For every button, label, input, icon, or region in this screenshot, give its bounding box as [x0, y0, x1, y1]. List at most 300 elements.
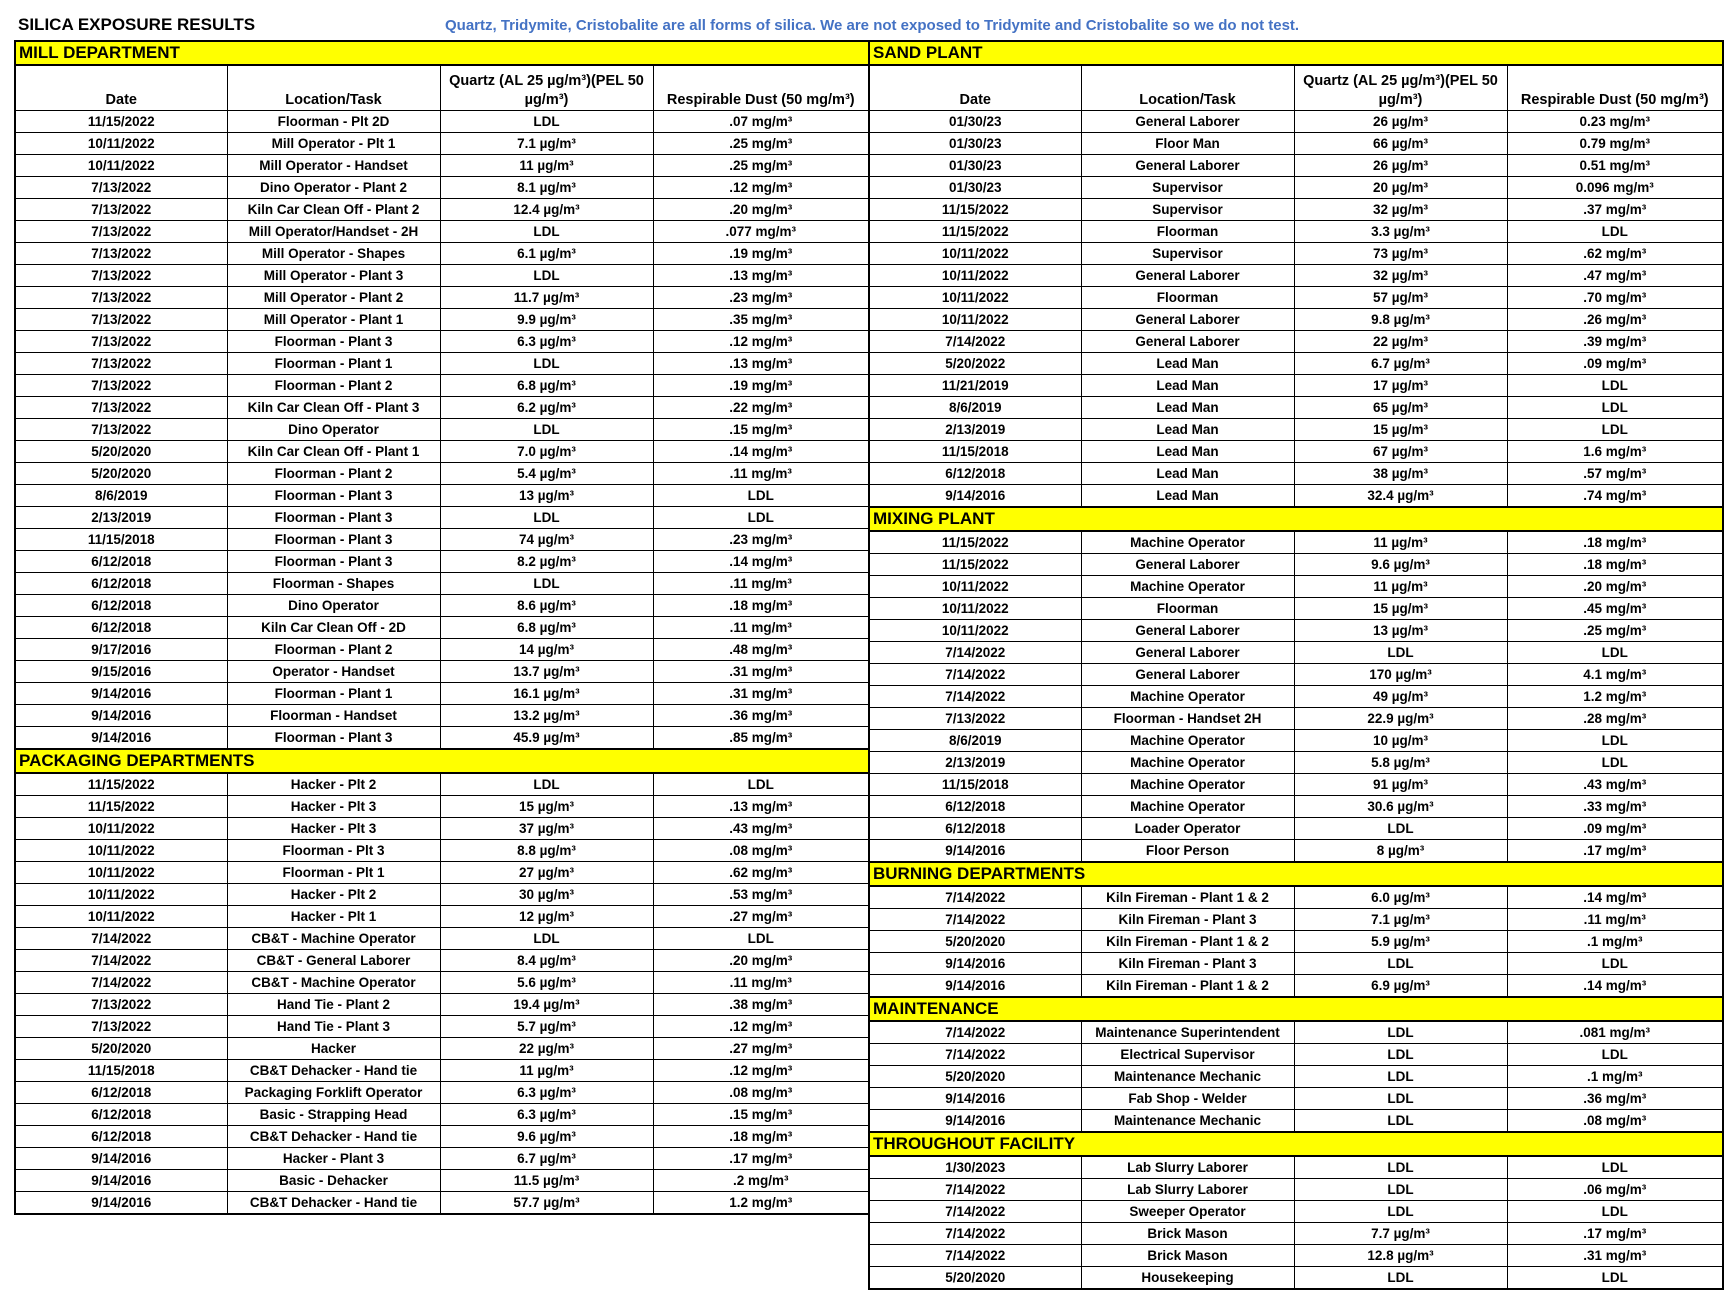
table-row: [869, 818, 1723, 840]
quartz-cell: LDL: [1294, 1066, 1507, 1088]
date-cell: 7/14/2022: [869, 1223, 1081, 1245]
dust-cell: 4.1 mg/m³: [1507, 664, 1723, 686]
table-row: [15, 928, 869, 950]
dust-cell: .14 mg/m³: [653, 551, 869, 573]
dust-cell: .13 mg/m³: [653, 796, 869, 818]
location-cell: Floorman - Plt 3: [227, 840, 440, 862]
quartz-cell: LDL: [1294, 818, 1507, 840]
quartz-cell: 6.3 µg/m³: [440, 1104, 653, 1126]
quartz-cell: 26 µg/m³: [1294, 155, 1507, 177]
location-cell: Hacker - Plt 3: [227, 796, 440, 818]
table-row: [869, 221, 1723, 243]
date-cell: 7/13/2022: [15, 309, 227, 331]
date-cell: 7/14/2022: [15, 950, 227, 972]
date-cell: 2/13/2019: [869, 419, 1081, 441]
date-cell: 5/20/2020: [15, 1038, 227, 1060]
date-cell: 9/14/2016: [15, 1148, 227, 1170]
quartz-cell: 65 µg/m³: [1294, 397, 1507, 419]
dust-cell: LDL: [653, 773, 869, 796]
quartz-cell: 6.8 µg/m³: [440, 617, 653, 639]
dust-cell: .2 mg/m³: [653, 1170, 869, 1192]
dust-cell: .27 mg/m³: [653, 906, 869, 928]
dust-cell: .43 mg/m³: [653, 818, 869, 840]
date-cell: 7/14/2022: [869, 664, 1081, 686]
table-row: [15, 551, 869, 573]
table-row: [869, 752, 1723, 774]
table-row: [869, 975, 1723, 998]
date-cell: 11/15/2018: [15, 1060, 227, 1082]
quartz-cell: 6.7 µg/m³: [440, 1148, 653, 1170]
quartz-cell: 8.8 µg/m³: [440, 840, 653, 862]
date-cell: 6/12/2018: [15, 573, 227, 595]
quartz-cell: 22.9 µg/m³: [1294, 708, 1507, 730]
quartz-cell: 67 µg/m³: [1294, 441, 1507, 463]
dust-cell: .47 mg/m³: [1507, 265, 1723, 287]
table-row: [869, 1088, 1723, 1110]
dust-cell: .18 mg/m³: [653, 595, 869, 617]
location-cell: Kiln Fireman - Plant 3: [1081, 909, 1294, 931]
date-cell: 10/11/2022: [869, 576, 1081, 598]
table-row: [869, 1223, 1723, 1245]
date-cell: 2/13/2019: [869, 752, 1081, 774]
quartz-cell: 6.3 µg/m³: [440, 1082, 653, 1104]
table-row: [869, 931, 1723, 953]
table-row: [15, 133, 869, 155]
location-cell: Floorman: [1081, 598, 1294, 620]
quartz-header: Quartz (AL 25 µg/m³)(PEL 50 µg/m³): [440, 65, 653, 111]
dust-cell: 1.2 mg/m³: [653, 1192, 869, 1215]
location-cell: Hacker - Plt 3: [227, 818, 440, 840]
dust-cell: .20 mg/m³: [653, 950, 869, 972]
date-cell: 7/14/2022: [869, 642, 1081, 664]
quartz-cell: LDL: [440, 773, 653, 796]
dust-cell: LDL: [1507, 1044, 1723, 1066]
table-row: [869, 1267, 1723, 1290]
date-cell: 5/20/2022: [869, 353, 1081, 375]
date-cell: 9/14/2016: [15, 683, 227, 705]
table-row: [15, 705, 869, 727]
location-cell: Fab Shop - Welder: [1081, 1088, 1294, 1110]
location-cell: Floorman - Plant 3: [227, 331, 440, 353]
location-cell: Lead Man: [1081, 441, 1294, 463]
section-title: MILL DEPARTMENT: [15, 41, 869, 65]
table-row: [15, 199, 869, 221]
quartz-cell: 12 µg/m³: [440, 906, 653, 928]
location-header: Location/Task: [227, 65, 440, 111]
date-cell: 7/14/2022: [869, 1044, 1081, 1066]
quartz-cell: LDL: [440, 265, 653, 287]
table-row: [869, 1179, 1723, 1201]
date-cell: 8/6/2019: [15, 485, 227, 507]
table-row: [15, 840, 869, 862]
location-cell: Floorman - Handset 2H: [1081, 708, 1294, 730]
dust-cell: 0.79 mg/m³: [1507, 133, 1723, 155]
quartz-cell: 15 µg/m³: [440, 796, 653, 818]
date-cell: 11/15/2022: [869, 554, 1081, 576]
table-row: [869, 886, 1723, 909]
quartz-cell: LDL: [440, 221, 653, 243]
table-row: [15, 243, 869, 265]
date-cell: 11/15/2022: [15, 773, 227, 796]
location-cell: Floorman - Plant 3: [227, 507, 440, 529]
date-cell: 11/15/2022: [15, 111, 227, 133]
date-cell: 10/11/2022: [869, 287, 1081, 309]
dust-cell: .48 mg/m³: [653, 639, 869, 661]
date-cell: 10/11/2022: [15, 818, 227, 840]
quartz-cell: LDL: [1294, 1156, 1507, 1179]
dust-cell: .62 mg/m³: [1507, 243, 1723, 265]
dust-cell: .17 mg/m³: [1507, 1223, 1723, 1245]
date-cell: 01/30/23: [869, 155, 1081, 177]
table-row: [15, 994, 869, 1016]
location-cell: Kiln Fireman - Plant 1 & 2: [1081, 931, 1294, 953]
table-row: [15, 862, 869, 884]
quartz-cell: LDL: [440, 507, 653, 529]
date-cell: 9/14/2016: [15, 1192, 227, 1215]
section-header-throughout-facility: [869, 1132, 1723, 1156]
date-cell: 7/13/2022: [15, 397, 227, 419]
table-row: [869, 155, 1723, 177]
table-row: [869, 177, 1723, 199]
quartz-cell: 6.3 µg/m³: [440, 331, 653, 353]
quartz-cell: 73 µg/m³: [1294, 243, 1507, 265]
dust-cell: LDL: [1507, 730, 1723, 752]
dust-cell: LDL: [1507, 752, 1723, 774]
location-cell: Mill Operator - Plant 3: [227, 265, 440, 287]
quartz-cell: 27 µg/m³: [440, 862, 653, 884]
quartz-cell: 11 µg/m³: [440, 155, 653, 177]
section-header-mixing-plant: [869, 507, 1723, 531]
date-cell: 7/13/2022: [869, 708, 1081, 730]
table-row: [869, 133, 1723, 155]
dust-cell: .12 mg/m³: [653, 1060, 869, 1082]
table-row: [15, 773, 869, 796]
date-header: Date: [869, 65, 1081, 111]
table-row: [869, 265, 1723, 287]
quartz-cell: 11 µg/m³: [1294, 576, 1507, 598]
date-cell: 11/15/2018: [869, 441, 1081, 463]
date-cell: 5/20/2020: [869, 931, 1081, 953]
left-results-table: [14, 40, 870, 1215]
quartz-cell: 8 µg/m³: [1294, 840, 1507, 863]
dust-cell: .74 mg/m³: [1507, 485, 1723, 508]
location-cell: Floorman - Shapes: [227, 573, 440, 595]
quartz-cell: 38 µg/m³: [1294, 463, 1507, 485]
section-title: MIXING PLANT: [869, 507, 1723, 531]
dust-cell: 0.51 mg/m³: [1507, 155, 1723, 177]
quartz-cell: 14 µg/m³: [440, 639, 653, 661]
table-row: [869, 708, 1723, 730]
table-row: [869, 353, 1723, 375]
date-cell: 7/13/2022: [15, 243, 227, 265]
location-cell: Supervisor: [1081, 199, 1294, 221]
quartz-cell: 7.1 µg/m³: [440, 133, 653, 155]
section-title: BURNING DEPARTMENTS: [869, 862, 1723, 886]
section-title: THROUGHOUT FACILITY: [869, 1132, 1723, 1156]
table-row: [15, 1148, 869, 1170]
location-cell: Basic - Strapping Head: [227, 1104, 440, 1126]
location-cell: General Laborer: [1081, 620, 1294, 642]
quartz-cell: 13.2 µg/m³: [440, 705, 653, 727]
quartz-cell: 30 µg/m³: [440, 884, 653, 906]
dust-cell: .14 mg/m³: [1507, 975, 1723, 998]
table-row: [869, 686, 1723, 708]
location-cell: CB&T Dehacker - Hand tie: [227, 1060, 440, 1082]
table-row: [869, 664, 1723, 686]
quartz-cell: 6.1 µg/m³: [440, 243, 653, 265]
dust-cell: .36 mg/m³: [653, 705, 869, 727]
location-cell: Lead Man: [1081, 485, 1294, 508]
table-row: [15, 972, 869, 994]
right-column: [868, 40, 1724, 1290]
quartz-cell: 9.9 µg/m³: [440, 309, 653, 331]
table-row: [15, 595, 869, 617]
dust-cell: .36 mg/m³: [1507, 1088, 1723, 1110]
quartz-cell: LDL: [440, 573, 653, 595]
dust-cell: .26 mg/m³: [1507, 309, 1723, 331]
location-cell: Lab Slurry Laborer: [1081, 1179, 1294, 1201]
date-cell: 10/11/2022: [15, 862, 227, 884]
location-cell: CB&T - General Laborer: [227, 950, 440, 972]
dust-cell: LDL: [1507, 1156, 1723, 1179]
dust-cell: .23 mg/m³: [653, 529, 869, 551]
table-row: [15, 727, 869, 750]
table-row: [15, 529, 869, 551]
quartz-cell: LDL: [1294, 953, 1507, 975]
quartz-cell: 6.7 µg/m³: [1294, 353, 1507, 375]
table-row: [869, 463, 1723, 485]
location-cell: General Laborer: [1081, 111, 1294, 133]
location-cell: Lead Man: [1081, 463, 1294, 485]
dust-cell: LDL: [1507, 375, 1723, 397]
quartz-cell: 9.8 µg/m³: [1294, 309, 1507, 331]
table-row: [869, 576, 1723, 598]
dust-cell: 1.2 mg/m³: [1507, 686, 1723, 708]
quartz-cell: 17 µg/m³: [1294, 375, 1507, 397]
dust-cell: .25 mg/m³: [653, 155, 869, 177]
dust-cell: LDL: [1507, 642, 1723, 664]
table-row: [15, 463, 869, 485]
quartz-cell: 66 µg/m³: [1294, 133, 1507, 155]
date-cell: 8/6/2019: [869, 730, 1081, 752]
date-cell: 01/30/23: [869, 177, 1081, 199]
quartz-cell: 7.0 µg/m³: [440, 441, 653, 463]
table-row: [869, 1201, 1723, 1223]
dust-cell: .1 mg/m³: [1507, 931, 1723, 953]
quartz-cell: 15 µg/m³: [1294, 598, 1507, 620]
table-row: [869, 642, 1723, 664]
table-row: [869, 840, 1723, 863]
dust-cell: .09 mg/m³: [1507, 353, 1723, 375]
date-cell: 6/12/2018: [15, 551, 227, 573]
section-header-maintenance: [869, 997, 1723, 1021]
location-cell: Machine Operator: [1081, 796, 1294, 818]
date-cell: 7/14/2022: [869, 331, 1081, 353]
location-cell: General Laborer: [1081, 554, 1294, 576]
location-cell: Lead Man: [1081, 397, 1294, 419]
dust-cell: .17 mg/m³: [653, 1148, 869, 1170]
location-cell: Maintenance Mechanic: [1081, 1066, 1294, 1088]
dust-cell: .23 mg/m³: [653, 287, 869, 309]
dust-cell: .27 mg/m³: [653, 1038, 869, 1060]
table-row: [869, 1021, 1723, 1044]
quartz-cell: 32 µg/m³: [1294, 265, 1507, 287]
dust-cell: .31 mg/m³: [653, 661, 869, 683]
location-cell: Kiln Car Clean Off - Plant 2: [227, 199, 440, 221]
location-cell: Dino Operator - Plant 2: [227, 177, 440, 199]
location-cell: Floorman - Plant 3: [227, 485, 440, 507]
date-cell: 7/13/2022: [15, 221, 227, 243]
quartz-cell: LDL: [440, 353, 653, 375]
dust-cell: 0.23 mg/m³: [1507, 111, 1723, 133]
location-cell: Floorman - Handset: [227, 705, 440, 727]
location-cell: General Laborer: [1081, 642, 1294, 664]
quartz-cell: LDL: [440, 419, 653, 441]
date-cell: 9/15/2016: [15, 661, 227, 683]
dust-cell: .70 mg/m³: [1507, 287, 1723, 309]
location-cell: Hacker - Plant 3: [227, 1148, 440, 1170]
dust-cell: .39 mg/m³: [1507, 331, 1723, 353]
table-row: [15, 397, 869, 419]
date-cell: 10/11/2022: [15, 906, 227, 928]
date-cell: 10/11/2022: [869, 243, 1081, 265]
table-row: [15, 155, 869, 177]
quartz-cell: 11 µg/m³: [440, 1060, 653, 1082]
location-cell: Kiln Fireman - Plant 3: [1081, 953, 1294, 975]
location-header: Location/Task: [1081, 65, 1294, 111]
date-cell: 9/14/2016: [869, 953, 1081, 975]
dust-cell: LDL: [653, 928, 869, 950]
location-cell: Floorman - Plt 2D: [227, 111, 440, 133]
date-cell: 7/14/2022: [869, 1245, 1081, 1267]
date-cell: 11/15/2022: [869, 531, 1081, 554]
dust-cell: .14 mg/m³: [1507, 886, 1723, 909]
location-cell: Sweeper Operator: [1081, 1201, 1294, 1223]
date-cell: 9/14/2016: [869, 485, 1081, 508]
dust-cell: 1.6 mg/m³: [1507, 441, 1723, 463]
location-cell: Floorman - Plant 3: [227, 551, 440, 573]
quartz-cell: 11 µg/m³: [1294, 531, 1507, 554]
date-cell: 7/13/2022: [15, 375, 227, 397]
dust-cell: .15 mg/m³: [653, 419, 869, 441]
quartz-cell: 12.8 µg/m³: [1294, 1245, 1507, 1267]
quartz-cell: 13 µg/m³: [1294, 620, 1507, 642]
dust-cell: .17 mg/m³: [1507, 840, 1723, 863]
date-cell: 10/11/2022: [15, 155, 227, 177]
date-cell: 10/11/2022: [869, 265, 1081, 287]
location-cell: Floorman - Plant 2: [227, 463, 440, 485]
dust-cell: 0.096 mg/m³: [1507, 177, 1723, 199]
quartz-cell: LDL: [440, 928, 653, 950]
location-cell: Operator - Handset: [227, 661, 440, 683]
table-row: [869, 1066, 1723, 1088]
location-cell: Mill Operator/Handset - 2H: [227, 221, 440, 243]
quartz-cell: 22 µg/m³: [1294, 331, 1507, 353]
date-cell: 9/14/2016: [15, 705, 227, 727]
dust-cell: .07 mg/m³: [653, 111, 869, 133]
location-cell: Floorman - Plant 2: [227, 375, 440, 397]
table-row: [15, 1082, 869, 1104]
dust-cell: .08 mg/m³: [653, 1082, 869, 1104]
section-header-burning-departments: [869, 862, 1723, 886]
date-cell: 10/11/2022: [869, 620, 1081, 642]
quartz-cell: 6.2 µg/m³: [440, 397, 653, 419]
dust-cell: .14 mg/m³: [653, 441, 869, 463]
dust-cell: .11 mg/m³: [1507, 909, 1723, 931]
location-cell: Lab Slurry Laborer: [1081, 1156, 1294, 1179]
location-cell: CB&T - Machine Operator: [227, 928, 440, 950]
table-row: [869, 243, 1723, 265]
dust-cell: LDL: [1507, 1267, 1723, 1290]
location-cell: Dino Operator: [227, 595, 440, 617]
dust-cell: .08 mg/m³: [1507, 1110, 1723, 1133]
dust-header: Respirable Dust (50 mg/m³): [1507, 65, 1723, 111]
quartz-cell: 5.6 µg/m³: [440, 972, 653, 994]
date-cell: 7/13/2022: [15, 199, 227, 221]
quartz-cell: 49 µg/m³: [1294, 686, 1507, 708]
quartz-cell: LDL: [1294, 1179, 1507, 1201]
table-row: [15, 950, 869, 972]
location-cell: Lead Man: [1081, 419, 1294, 441]
date-cell: 6/12/2018: [15, 595, 227, 617]
dust-cell: .18 mg/m³: [1507, 531, 1723, 554]
quartz-cell: 9.6 µg/m³: [440, 1126, 653, 1148]
dust-cell: .28 mg/m³: [1507, 708, 1723, 730]
section-header-packaging-departments: [15, 749, 869, 773]
location-cell: General Laborer: [1081, 265, 1294, 287]
location-cell: Electrical Supervisor: [1081, 1044, 1294, 1066]
date-cell: 7/14/2022: [15, 972, 227, 994]
date-cell: 10/11/2022: [15, 840, 227, 862]
quartz-header: Quartz (AL 25 µg/m³)(PEL 50 µg/m³): [1294, 65, 1507, 111]
section-title: SAND PLANT: [869, 41, 1723, 65]
quartz-cell: 74 µg/m³: [440, 529, 653, 551]
table-row: [869, 730, 1723, 752]
date-cell: 7/13/2022: [15, 994, 227, 1016]
section-title: PACKAGING DEPARTMENTS: [15, 749, 869, 773]
dust-cell: .12 mg/m³: [653, 331, 869, 353]
location-cell: Machine Operator: [1081, 531, 1294, 554]
dust-cell: .43 mg/m³: [1507, 774, 1723, 796]
quartz-cell: LDL: [1294, 1021, 1507, 1044]
date-cell: 9/14/2016: [15, 1170, 227, 1192]
quartz-cell: 9.6 µg/m³: [1294, 554, 1507, 576]
location-cell: Mill Operator - Plant 2: [227, 287, 440, 309]
date-cell: 9/14/2016: [869, 975, 1081, 998]
date-cell: 7/14/2022: [869, 1021, 1081, 1044]
table-row: [15, 309, 869, 331]
location-cell: Lead Man: [1081, 375, 1294, 397]
date-cell: 6/12/2018: [869, 463, 1081, 485]
quartz-cell: 5.8 µg/m³: [1294, 752, 1507, 774]
table-row: [15, 353, 869, 375]
location-cell: Floorman - Plant 3: [227, 529, 440, 551]
quartz-cell: 22 µg/m³: [440, 1038, 653, 1060]
dust-cell: .11 mg/m³: [653, 972, 869, 994]
quartz-cell: 10 µg/m³: [1294, 730, 1507, 752]
table-row: [869, 774, 1723, 796]
dust-cell: .11 mg/m³: [653, 463, 869, 485]
location-cell: Floor Man: [1081, 133, 1294, 155]
section-header-sand-plant: [869, 41, 1723, 65]
quartz-cell: 7.7 µg/m³: [1294, 1223, 1507, 1245]
dust-cell: .19 mg/m³: [653, 243, 869, 265]
date-cell: 10/11/2022: [869, 309, 1081, 331]
location-cell: Supervisor: [1081, 243, 1294, 265]
location-cell: Kiln Fireman - Plant 1 & 2: [1081, 975, 1294, 998]
dust-header: Respirable Dust (50 mg/m³): [653, 65, 869, 111]
table-row: [15, 375, 869, 397]
